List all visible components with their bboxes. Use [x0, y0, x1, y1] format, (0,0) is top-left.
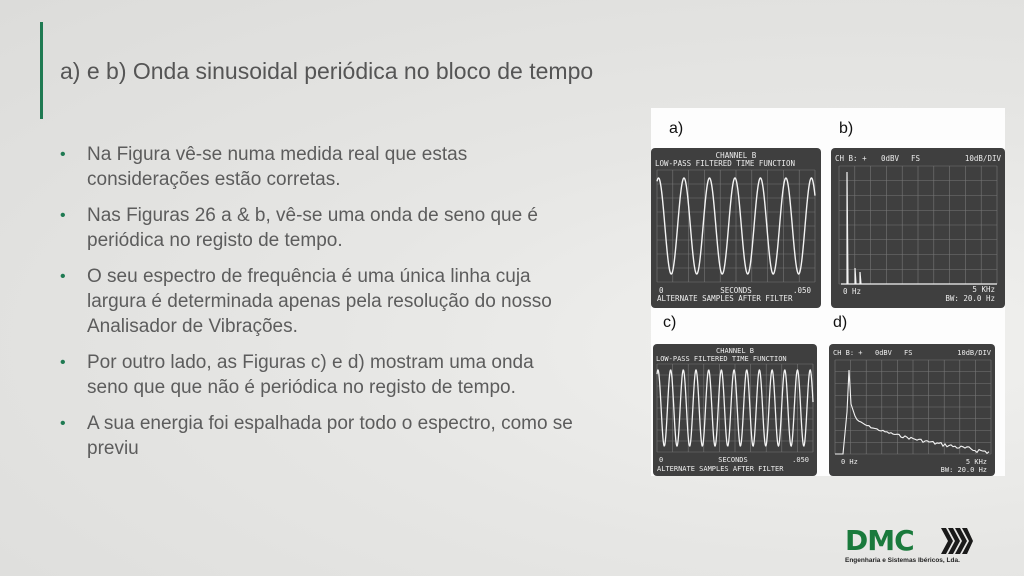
figure-c-end: .050 [792, 456, 809, 464]
figure-d-channel: CH B: + [833, 349, 863, 357]
bullet-item [60, 264, 580, 339]
figure-a-svg [651, 148, 821, 308]
bullet-item [60, 203, 580, 253]
bullet-dot-icon: • [60, 415, 66, 432]
figure-c-screen [653, 344, 817, 476]
slide-title: a) e b) Onda sinusoidal periódica no bloco de tempo [60, 58, 594, 84]
figure-d-fs: FS [904, 349, 913, 357]
bullet-text: O seu espectro de frequência é uma única linha cuja largura é determinada apenas pela resolução do nosso Analisador de Vibrações. [87, 266, 552, 337]
figure-c-footer: ALTERNATE SAMPLES AFTER FILTER [657, 465, 784, 473]
figure-d-screen [829, 344, 995, 476]
bullet-list [60, 142, 580, 472]
figure-b-label: b) [839, 120, 854, 137]
grid-lines [839, 166, 997, 284]
logo-subtitle: Engenharia e Sistemas Ibéricos, Lda. [845, 557, 960, 564]
figure-d-level: 0dBV [875, 349, 892, 357]
dmc-logo [845, 526, 975, 568]
figure-a-screen [651, 148, 821, 308]
figure-b-level: 0dBV [881, 154, 900, 163]
figure-c-label: c) [663, 314, 677, 331]
figure-b-screen [831, 148, 1005, 308]
title-accent-bar [40, 22, 43, 119]
bullet-text: A sua energia foi espalhada por todo o espectro, como se previu [87, 413, 573, 459]
figure-b-channel: CH B: + [835, 154, 867, 163]
figure-b-end: 5 KHz [972, 285, 995, 294]
figure-d-start: 0 Hz [841, 458, 858, 466]
figure-c-axis: SECONDS [718, 456, 748, 464]
logo-name: DMC [845, 524, 914, 557]
figure-d-grid [835, 360, 991, 454]
figure-a-footer: ALTERNATE SAMPLES AFTER FILTER [657, 294, 793, 303]
figure-panel [651, 108, 1005, 476]
bullet-dot-icon: • [60, 207, 66, 224]
figure-d-label: d) [833, 314, 848, 331]
bullet-item [60, 142, 580, 192]
figure-b-scale: 10dB/DIV [964, 154, 1001, 163]
logo-chevrons-icon [941, 528, 973, 554]
figure-c-header1: CHANNEL B [716, 347, 754, 355]
bullet-item [60, 350, 580, 400]
figure-d-svg [829, 344, 995, 476]
bullet-item [60, 411, 580, 461]
bullet-dot-icon: • [60, 354, 66, 371]
figure-a-grid [657, 170, 815, 282]
bullet-text: Na Figura vê-se numa medida real que estas considerações estão corretas. [87, 144, 468, 190]
grid-lines [835, 360, 991, 454]
bullet-text: Por outro lado, as Figuras c) e d) mostram uma onda seno que que não é periódica no registo de tempo. [87, 352, 534, 398]
figure-b-start: 0 Hz [843, 287, 862, 296]
figure-a-axis: SECONDS [720, 286, 752, 295]
figure-d-end: 5 KHz [965, 458, 987, 466]
figure-d-scale: 10dB/DIV [957, 349, 991, 357]
figure-b-fs: FS [911, 154, 921, 163]
figure-a-header2: LOW-PASS FILTERED TIME FUNCTION [655, 159, 795, 168]
figure-d-bw: BW: 20.0 Hz [940, 466, 987, 474]
figure-a-start: 0 [659, 286, 664, 295]
figure-c-header2: LOW-PASS FILTERED TIME FUNCTION [656, 355, 787, 363]
figure-b-bw: BW: 20.0 Hz [945, 294, 995, 303]
bullet-dot-icon: • [60, 146, 66, 163]
figure-a-header1: CHANNEL B [715, 151, 757, 160]
figure-a-label: a) [669, 120, 684, 137]
figure-b-svg [831, 148, 1005, 308]
bullet-dot-icon: • [60, 268, 66, 285]
figure-c-svg [653, 344, 817, 476]
figure-c-start: 0 [659, 456, 664, 464]
figure-d-spectrum [835, 370, 989, 454]
bullet-text: Nas Figuras 26 a & b, vê-se uma onda de seno que é periódica no registo de tempo. [87, 205, 538, 251]
grid-lines [657, 170, 815, 282]
figure-b-grid [839, 166, 997, 284]
figure-a-end: .050 [792, 286, 811, 295]
figure-b-spectrum [841, 172, 997, 284]
